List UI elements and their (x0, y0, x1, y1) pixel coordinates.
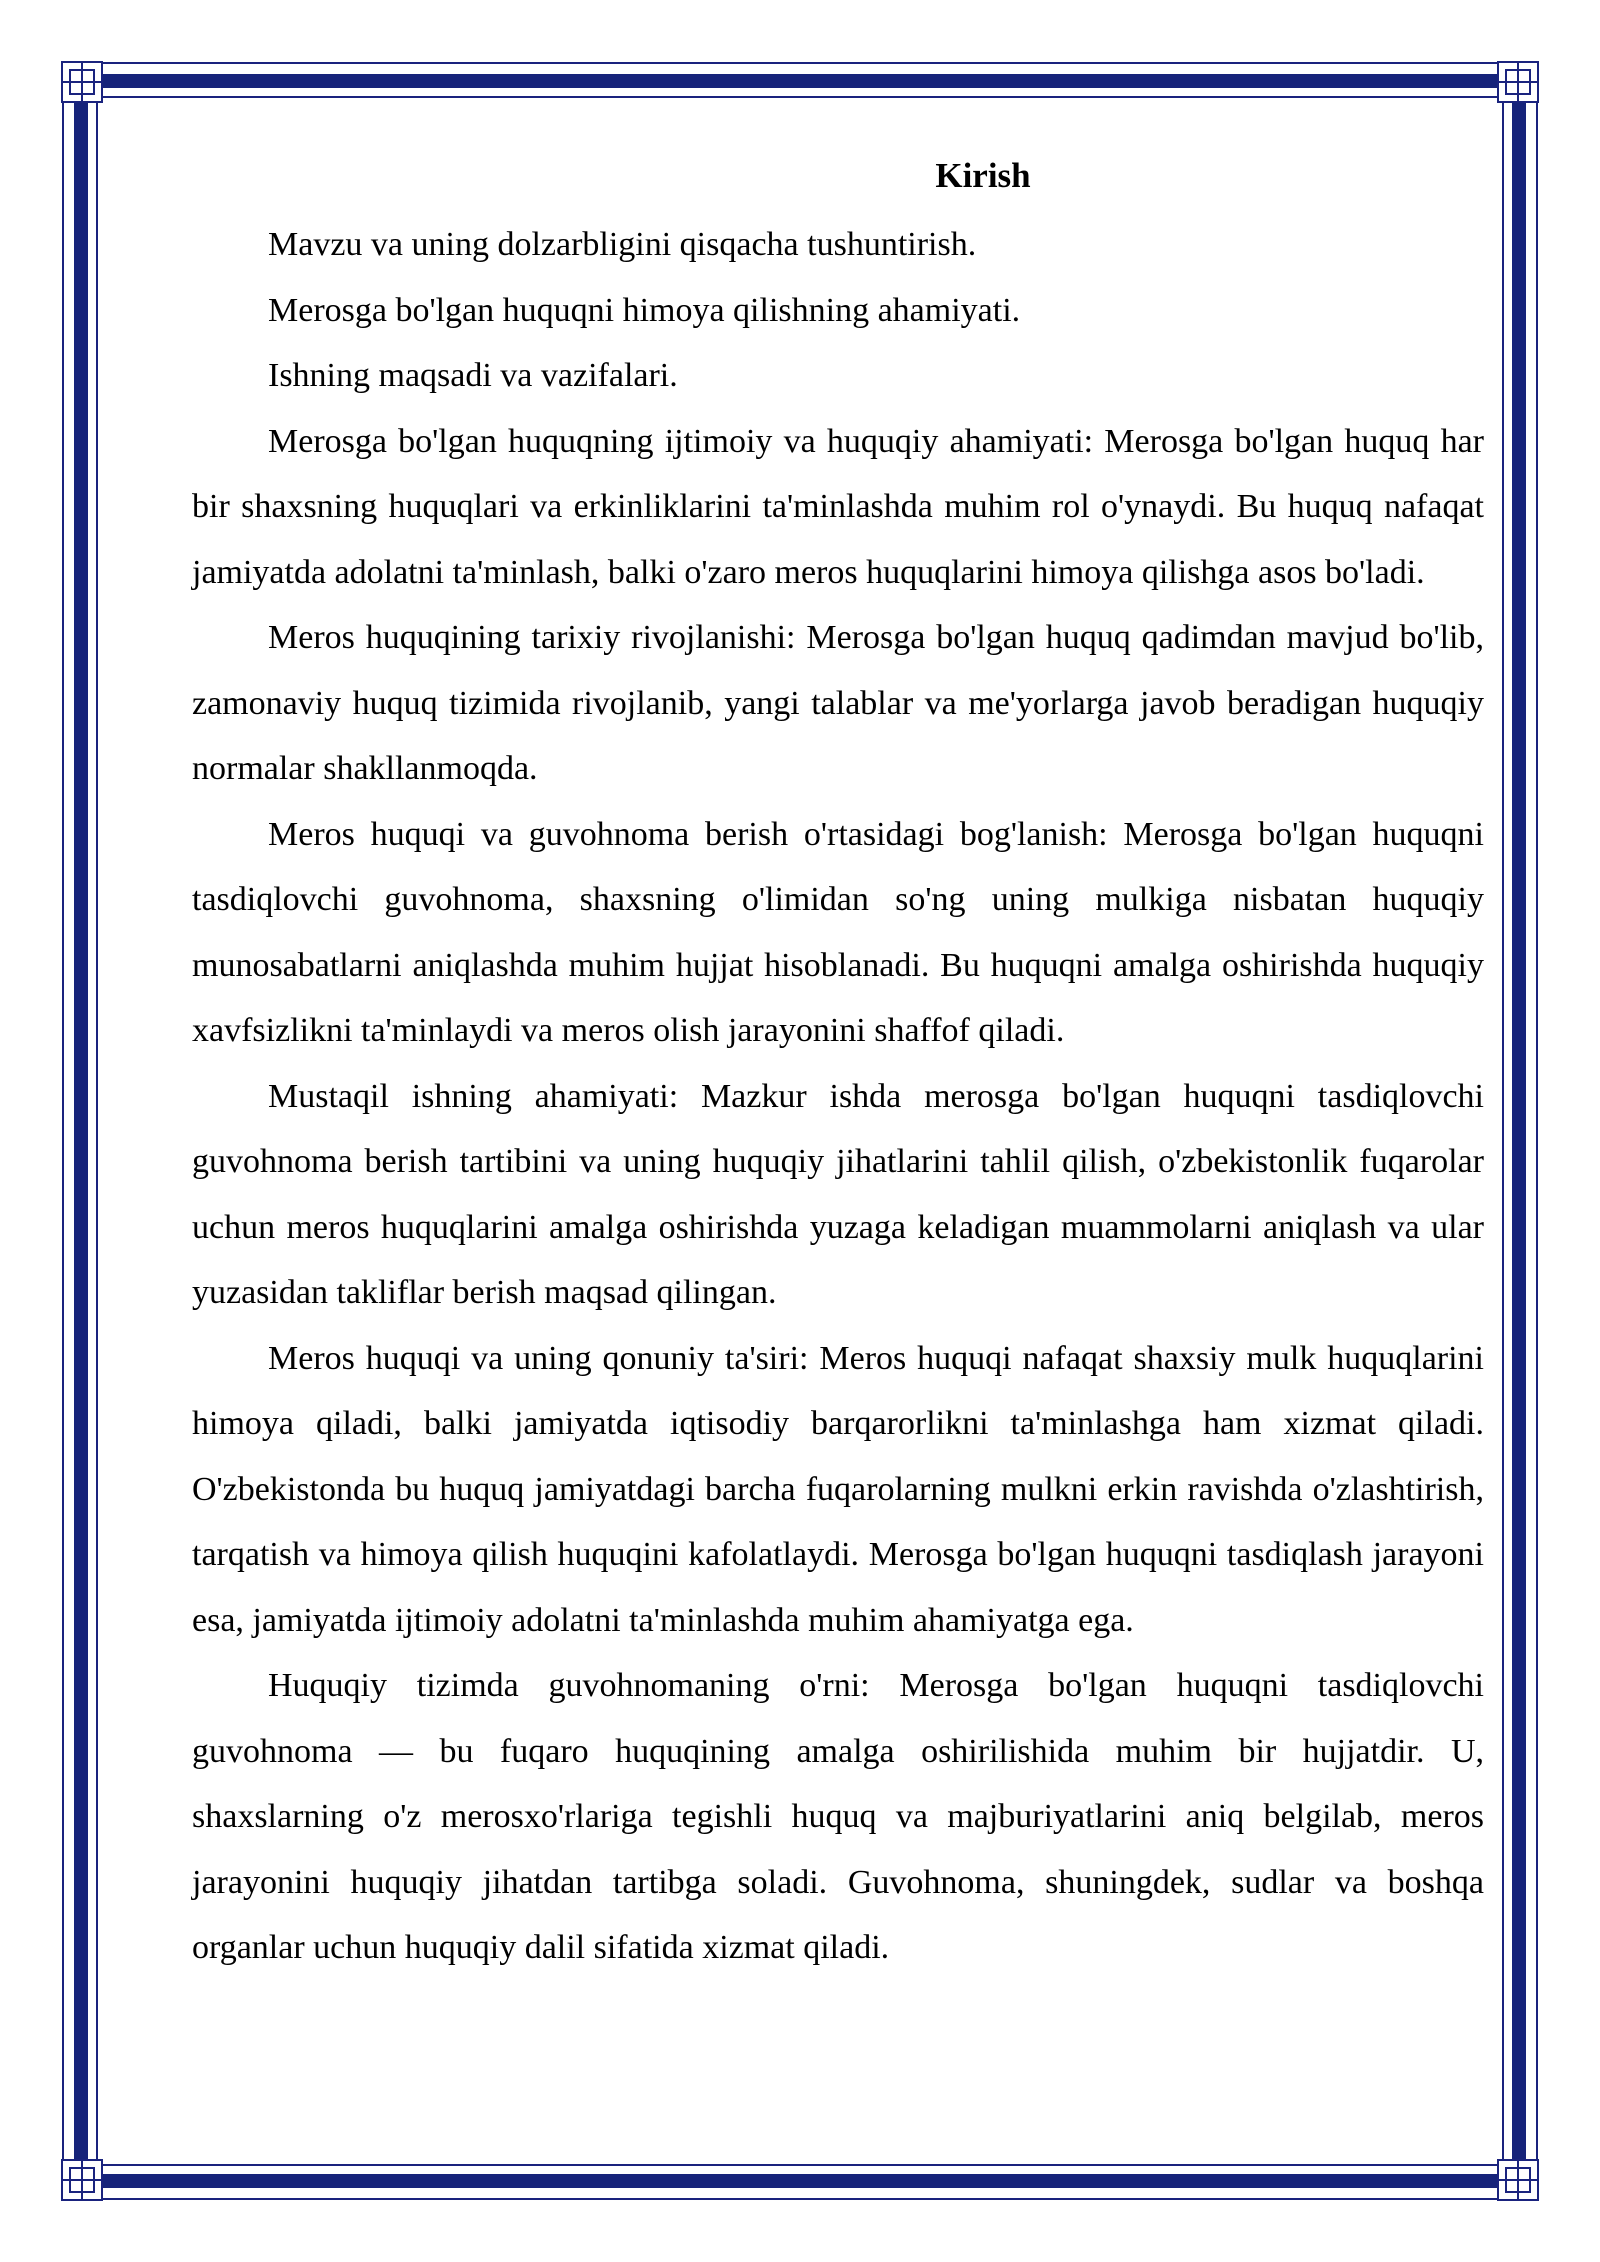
paragraph: Ishning maqsadi va vazifalari. (268, 357, 678, 394)
paragraph: Meros huquqi va uning qonuniy ta'siri: Meros huquqi nafaqat shaxsiy mulk huquqlarini himoya qiladi, balki jamiyatda iqtisodiy barqarorlikni ta'minlashga ham xizmat qiladi. O'zbekistonda bu huquq jamiyatdagi barcha fuqarolarning mulkni erkin ravishda o'zlashtirish, tarqatish va himoya qilish huquqini kafolatlaydi. Merosga bo'lgan huquqni tasdiqlash jarayoni esa, jamiyatda ijtimoiy adolatni ta'minlashda muhim ahamiyatga ega. (192, 1339, 1484, 1639)
document-title: Kirish (935, 156, 1031, 195)
document-body (192, 150, 1484, 1981)
paragraph: Huquqiy tizimda guvohnomaning o'rni: Merosga bo'lgan huquqni tasdiqlovchi guvohnoma — bu fuqaro huquqining amalga oshirilishida muhim bir hujjatdir. U, shaxslarning o'z merosxo'rlariga tegishli huquq va majburiyatlarini aniq belgilab, meros jarayonini huquqiy jihatdan tartibga soladi. Guvohnoma, shuningdek, sudlar va boshqa organlar uchun huquqiy dalil sifatida xizmat qiladi. (192, 1667, 1484, 1966)
corner-ornament-icon (60, 60, 104, 104)
paragraph: Merosga bo'lgan huquqning ijtimoiy va huquqiy ahamiyati: Merosga bo'lgan huquq har bir shaxsning huquqlari va erkinliklarini ta'minlashda muhim rol o'ynaydi. Bu huquq nafaqat jamiyatda adolatni ta'minlash, balki o'zaro meros huquqlarini himoya qilishga asos bo'ladi. (192, 422, 1484, 591)
paragraph: Merosga bo'lgan huquqni himoya qilishning ahamiyati. (268, 291, 1021, 329)
corner-ornament-icon (1496, 2158, 1540, 2202)
corner-ornament-icon (1496, 60, 1540, 104)
paragraph: Mavzu va uning dolzarbligini qisqacha tushuntirish. (268, 226, 977, 263)
paragraph: Meros huquqining tarixiy rivojlanishi: Merosga bo'lgan huquq qadimdan mavjud bo'lib, zamonaviy huquq tizimida rivojlanib, yangi talablar va me'yorlarga javob beradigan huquqiy normalar shakllanmoqda. (192, 619, 1484, 787)
paragraph: Meros huquqi va guvohnoma berish o'rtasidagi bog'lanish: Merosga bo'lgan huquqni tasdiqlovchi guvohnoma, shaxsning o'limidan so'ng uning mulkiga nisbatan huquqiy munosabatlarni aniqlashda muhim hujjat hisoblanadi. Bu huquqni amalga oshirishda huquqiy xavfsizlikni ta'minlaydi va meros olish jarayonini shaffof qiladi. (192, 815, 1484, 1049)
corner-ornament-icon (60, 2158, 104, 2202)
paragraph: Mustaqil ishning ahamiyati: Mazkur ishda merosga bo'lgan huquqni tasdiqlovchi guvohnoma berish tartibini va uning huquqiy jihatlarini tahlil qilish, o'zbekistonlik fuqarolar uchun meros huquqlarini amalga oshirishda yuzaga keladigan muammolarni aniqlash va ular yuzasidan takliflar berish maqsad qilingan. (192, 1077, 1484, 1311)
